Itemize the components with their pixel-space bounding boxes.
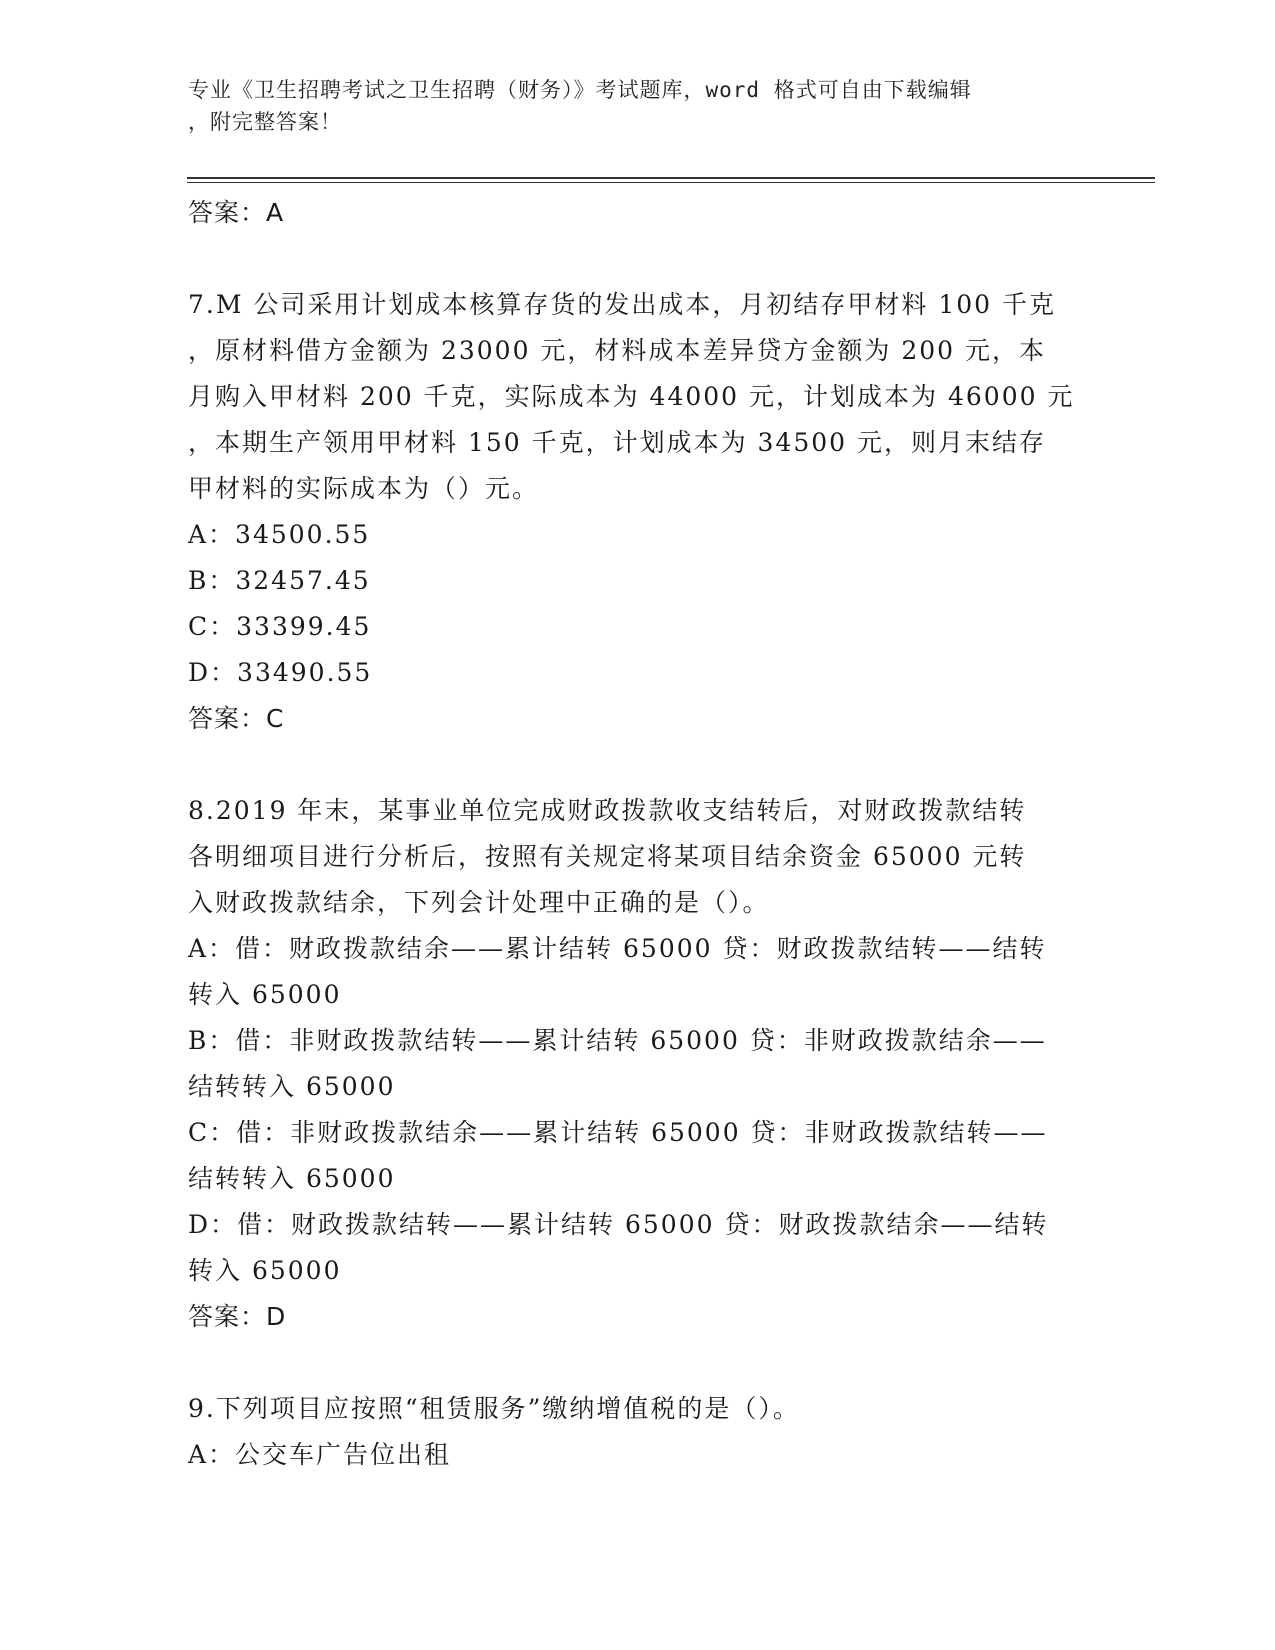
question-8: [188, 788, 1088, 1340]
option-b-continued: 结转转入 65000: [188, 1072, 396, 1101]
header-rule-thin: [187, 182, 1155, 183]
option-a: A：公交车广告位出租: [188, 1440, 452, 1469]
header-line-1: 专业《卫生招聘考试之卫生招聘（财务）》考试题库，word 格式可自由下载编辑: [188, 78, 972, 102]
question-stem-line: 入财政拨款结余，下列会计处理中正确的是（）。: [188, 888, 770, 917]
option-a: A：借：财政拨款结余——累计结转 65000 贷：财政拨款结转——结转: [188, 934, 1047, 963]
question-answer: 答案：C: [188, 704, 285, 733]
question-stem-line: 7.M 公司采用计划成本核算存货的发出成本，月初结存甲材料 100 千克: [188, 290, 1057, 319]
option-a-continued: 转入 65000: [188, 980, 342, 1009]
option-d: D：33490.55: [188, 658, 373, 687]
question-stem-line: 8.2019 年末，某事业单位完成财政拨款收支结转后，对财政拨款结转: [188, 796, 1027, 825]
question-stem-line: 甲材料的实际成本为（）元。: [188, 474, 540, 503]
question-stem-line: ，本期生产领用甲材料 150 千克，计划成本为 34500 元，则月末结存: [188, 428, 1047, 457]
document-header: [188, 74, 1088, 138]
option-a: A：34500.55: [188, 520, 371, 549]
option-c: C：借：非财政拨款结余——累计结转 65000 贷：非财政拨款结转——: [188, 1118, 1048, 1147]
question-stem-line: 9.下列项目应按照“租赁服务”缴纳增值税的是（）。: [188, 1394, 800, 1423]
question-stem-line: 月购入甲材料 200 千克，实际成本为 44000 元，计划成本为 46000 元: [188, 382, 1075, 411]
option-c: C：33399.45: [188, 612, 372, 641]
previous-answer: 答案：A: [188, 198, 285, 227]
option-d: D：借：财政拨款结转——累计结转 65000 贷：财政拨款结余——结转: [188, 1210, 1049, 1239]
header-rule-thick: [187, 177, 1155, 179]
document-body: [188, 190, 1088, 1478]
header-line-2: ，附完整答案！: [188, 110, 342, 134]
option-c-continued: 结转转入 65000: [188, 1164, 396, 1193]
question-stem-line: ，原材料借方金额为 23000 元，材料成本差异贷方金额为 200 元，本: [188, 336, 1047, 365]
question-9: [188, 1386, 1088, 1478]
question-answer: 答案：D: [188, 1302, 287, 1331]
question-stem-line: 各明细项目进行分析后，按照有关规定将某项目结余资金 65000 元转: [188, 842, 1027, 871]
question-7: [188, 282, 1088, 742]
option-d-continued: 转入 65000: [188, 1256, 342, 1285]
option-b: B：32457.45: [188, 566, 371, 595]
option-b: B：借：非财政拨款结转——累计结转 65000 贷：非财政拨款结余——: [188, 1026, 1047, 1055]
